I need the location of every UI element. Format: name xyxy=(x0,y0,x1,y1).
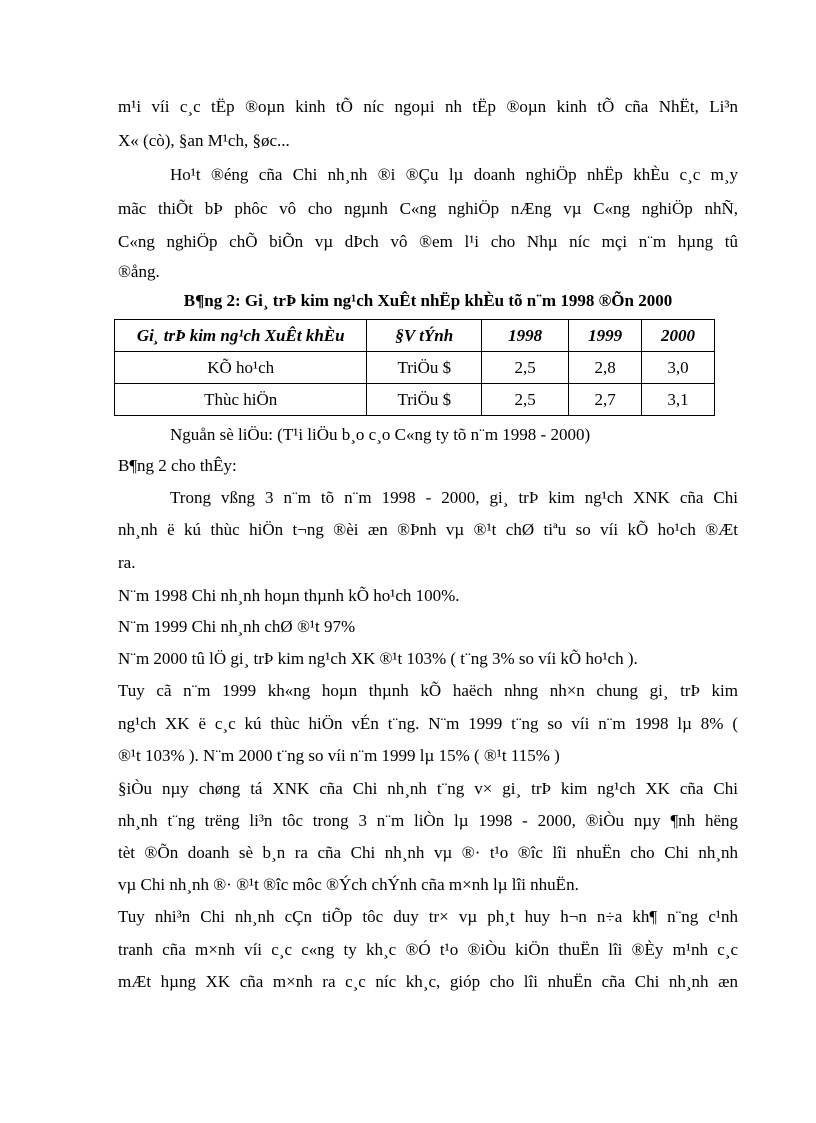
table-cell: 3,0 xyxy=(642,352,715,384)
table-cell: TriÖu $ xyxy=(367,384,482,416)
table-header-cell: Gi¸ trÞ kim ng¹ch XuÊt khÈu xyxy=(115,320,367,352)
paragraph-2-line-3: C«ng nghiÖp chÕ biÕn vµ dÞch vô ®em l¹i cho Nhµ níc mçi n¨m hµng tû xyxy=(118,232,738,251)
analysis-p1-line-1: Trong vßng 3 n¨m tõ n¨m 1998 - 2000, gi¸ trÞ kim ng¹ch XNK cña Chi xyxy=(170,488,738,507)
analysis-2000: N¨m 2000 tû lÖ gi¸ trÞ kim ng¹ch XK ®¹t 103% ( t¨ng 3% so víi kÕ ho¹ch ). xyxy=(118,649,638,668)
table-cell: 3,1 xyxy=(642,384,715,416)
analysis-1999: N¨m 1999 Chi nh¸nh chØ ®¹t 97% xyxy=(118,617,356,636)
table-cell: 2,7 xyxy=(569,384,642,416)
table-row xyxy=(115,352,715,384)
analysis-p1-line-3: ra. xyxy=(118,553,136,572)
paragraph-2-line-2: mãc thiÕt bÞ phôc vô cho ngµnh C«ng nghiÖp nÆng vµ C«ng nghiÖp nhÑ, xyxy=(118,199,738,218)
analysis-p3-line-3: tèt ®Õn doanh sè b¸n ra cña Chi nh¸nh vµ ®· t¹o ®îc lîi nhuËn cho Chi nh¸nh xyxy=(118,843,738,862)
analysis-1998: N¨m 1998 Chi nh¸nh hoµn thµnh kÕ ho¹ch 100%. xyxy=(118,586,460,605)
table-header-cell: §V tÝnh xyxy=(367,320,482,352)
analysis-p4-line-3: mÆt hµng XK cña m×nh ra c¸c níc kh¸c, gióp cho lîi nhuËn cña Chi nh¸nh æn xyxy=(118,972,738,991)
table-header-row xyxy=(115,320,715,352)
analysis-p3-line-2: nh¸nh t¨ng trëng li³n tôc trong 3 n¨m liÒn lµ 1998 - 2000, ®iÒu nµy ¶nh hëng xyxy=(118,811,738,830)
analysis-p4-line-2: tranh cña m×nh víi c¸c c«ng ty kh¸c ®Ó t¹o ®iÒu kiÖn thuËn lîi ®Èy m¹nh c¸c xyxy=(118,940,738,959)
analysis-p3-line-4: vµ Chi nh¸nh ®· ®¹t ®îc môc ®Ých chÝnh cña m×nh lµ lîi nhuËn. xyxy=(118,875,579,894)
paragraph-1-line-1: m¹i víi c¸c tËp ®oµn kinh tÕ níc ngoµi nh tËp ®oµn kinh tÕ cña NhËt, Li³n xyxy=(118,97,738,116)
analysis-p2-line-2: ng¹ch XK ë c¸c kú thùc hiÖn vÉn t¨ng. N¨m 1999 t¨ng so víi n¨m 1998 lµ 8% ( xyxy=(118,714,738,733)
paragraph-2-line-1: Ho¹t ®éng cña Chi nh¸nh ®i ®Çu lµ doanh nghiÖp nhËp khÈu c¸c m¸y xyxy=(170,165,738,184)
table-cell: Thùc hiÖn xyxy=(115,384,367,416)
analysis-p2-line-1: Tuy cã n¨m 1999 kh«ng hoµn thµnh kÕ haëch nhng nh×n chung gi¸ trÞ kim xyxy=(118,681,738,700)
table-cell: 2,8 xyxy=(569,352,642,384)
table-cell: 2,5 xyxy=(482,352,569,384)
paragraph-1-line-2: X« (cò), §an M¹ch, §øc... xyxy=(118,131,290,150)
analysis-p2-line-3: ®¹t 103% ). N¨m 2000 t¨ng so víi n¨m 1999 lµ 15% ( ®¹t 115% ) xyxy=(118,746,560,765)
analysis-p1-line-2: nh¸nh ë kú thùc hiÖn t¬ng ®èi æn ®Þnh vµ ®¹t chØ tiªu so víi kÕ ho¹ch ®Æt xyxy=(118,520,738,539)
table-header-cell: 1998 xyxy=(482,320,569,352)
table-source: Nguån sè liÖu: (T¹i liÖu b¸o c¸o C«ng ty tõ n¨m 1998 - 2000) xyxy=(170,425,591,444)
table-header-cell: 1999 xyxy=(569,320,642,352)
table-caption: B¶ng 2: Gi¸ trÞ kim ng¹ch XuÊt nhËp khÈu tõ n¨m 1998 ®Õn 2000 xyxy=(183,291,673,310)
analysis-intro: B¶ng 2 cho thÊy: xyxy=(118,456,237,475)
table-header-cell: 2000 xyxy=(642,320,715,352)
table-cell: TriÖu $ xyxy=(367,352,482,384)
analysis-p3-line-1: §iÒu nµy chøng tá XNK cña Chi nh¸nh t¨ng v× gi¸ trÞ kim ng¹ch XK cña Chi xyxy=(118,779,738,798)
table-row xyxy=(115,384,715,416)
table-cell: 2,5 xyxy=(482,384,569,416)
analysis-p4-line-1: Tuy nhi³n Chi nh¸nh cÇn tiÕp tôc duy tr× vµ ph¸t huy h¬n n÷a kh¶ n¨ng c¹nh xyxy=(118,907,738,926)
export-table xyxy=(114,319,715,416)
paragraph-2-line-4: ®ång. xyxy=(118,262,160,281)
table-cell: KÕ ho¹ch xyxy=(115,352,367,384)
